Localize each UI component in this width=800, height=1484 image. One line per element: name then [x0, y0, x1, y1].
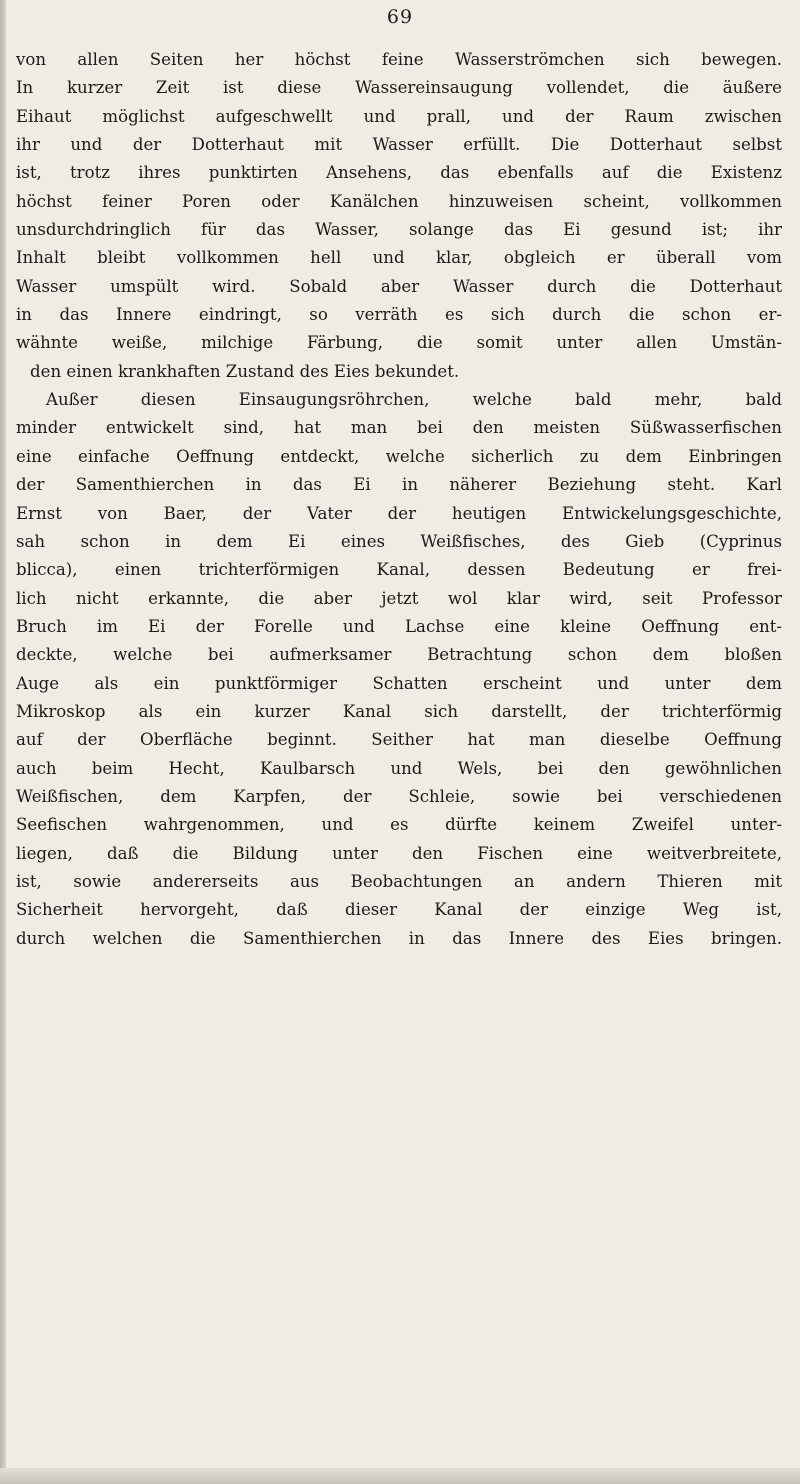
page-left-edge-shadow — [0, 0, 6, 1484]
text-line: Eihaut möglichst aufgeschwellt und prall, und der Raum zwischen — [16, 106, 782, 126]
text-line: lich nicht erkannte, die aber jetzt wol klar wird, seit Professor — [16, 588, 782, 608]
text-line: Bruch im Ei der Forelle und Lachse eine kleine Oeffnung ent- — [16, 616, 782, 636]
body-text — [16, 46, 782, 953]
text-line: von allen Seiten her höchst feine Wasserströmchen sich bewegen. — [16, 50, 782, 69]
text-line: Weißfischen, dem Karpfen, der Schleie, sowie bei verschiedenen — [16, 786, 782, 806]
page-number: 69 — [386, 6, 414, 28]
text-line: auf der Oberfläche beginnt. Seither hat man dieselbe Oeffnung — [16, 730, 782, 750]
text-line: Wasser umspült wird. Sobald aber Wasser durch die Dotterhaut — [16, 276, 782, 296]
text-line: Auge als ein punktförmiger Schatten erscheint und unter dem — [16, 673, 782, 693]
paragraph — [16, 46, 782, 386]
text-line: ist, trotz ihres punktirten Ansehens, das ebenfalls auf die Existenz — [16, 163, 782, 183]
text-line: höchst feiner Poren oder Kanälchen hinzuweisen scheint, vollkommen — [16, 191, 782, 211]
text-line: in das Innere eindringt, so verräth es sich durch die schon er- — [16, 305, 782, 325]
text-line: auch beim Hecht, Kaulbarsch und Wels, bei den gewöhnlichen — [16, 758, 782, 778]
text-line: minder entwickelt sind, hat man bei den meisten Süßwasserfischen — [16, 418, 782, 438]
text-line: unsdurchdringlich für das Wasser, solange das Ei gesund ist; ihr — [16, 220, 782, 240]
text-line: In kurzer Zeit ist diese Wassereinsaugung vollendet, die äußere — [16, 78, 782, 98]
text-line: der Samenthierchen in das Ei in näherer Beziehung steht. Karl — [16, 475, 782, 495]
text-line: liegen, daß die Bildung unter den Fischen eine weitverbreitete, — [16, 843, 782, 863]
text-line: ist, sowie andererseits aus Beobachtungen an andern Thieren mit — [16, 871, 782, 891]
text-line: Inhalt bleibt vollkommen hell und klar, obgleich er überall vom — [16, 248, 782, 268]
text-line: ihr und der Dotterhaut mit Wasser erfüllt. Die Dotterhaut selbst — [16, 135, 782, 155]
text-line: Außer diesen Einsaugungsröhrchen, welche bald mehr, bald — [46, 390, 782, 410]
text-line: sah schon in dem Ei eines Weißfisches, des Gieb (Cyprinus — [16, 531, 782, 551]
text-line: den einen krankhaften Zustand des Eies bekundet. — [30, 361, 460, 381]
text-line: Seefischen wahrgenommen, und es dürfte keinem Zweifel unter- — [16, 815, 782, 835]
text-line: Sicherheit hervorgeht, daß dieser Kanal der einzige Weg ist, — [16, 900, 782, 920]
page-bottom-edge-shadow — [0, 1468, 800, 1484]
paragraph — [16, 386, 782, 953]
text-line: Ernst von Baer, der Vater der heutigen Entwickelungsgeschichte, — [16, 503, 782, 523]
text-line: Mikroskop als ein kurzer Kanal sich darstellt, der trichterförmig — [16, 701, 782, 721]
text-line: wähnte weiße, milchige Färbung, die somit unter allen Umstän- — [16, 333, 782, 353]
text-line: eine einfache Oeffnung entdeckt, welche sicherlich zu dem Einbringen — [16, 446, 782, 466]
text-line: blicca), einen trichterförmigen Kanal, dessen Bedeutung er frei- — [16, 560, 782, 580]
text-line: durch welchen die Samenthierchen in das Innere des Eies bringen. — [16, 928, 782, 948]
text-line: deckte, welche bei aufmerksamer Betrachtung schon dem bloßen — [16, 645, 782, 665]
